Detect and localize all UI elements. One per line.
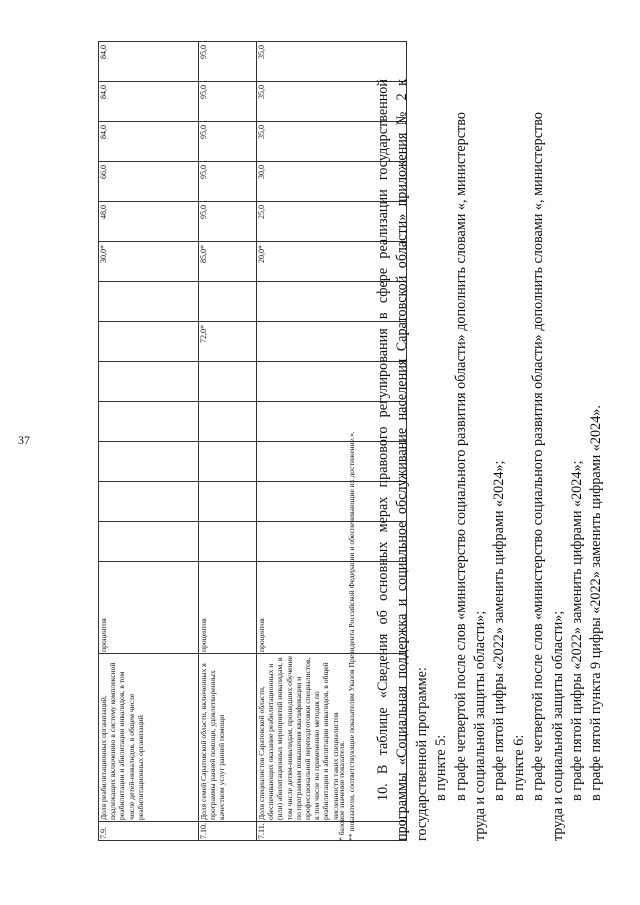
footnote-presidential-decrees: ** показатели, соответствующие показателям Указов Президента Российской Федерации и обеспечивающие их достижение.». (347, 431, 356, 841)
row-index-cell: 7.11. (257, 822, 407, 841)
unit-cell: процентов (257, 562, 407, 654)
amendment-line: в графе четвертой после слов «министерство социального развития области» дополнить словами «, министерство (452, 112, 469, 801)
value-cell (199, 402, 257, 442)
amendment-text (374, 79, 607, 841)
value-cell (99, 482, 199, 522)
value-cell: 35,0 (257, 42, 407, 82)
amendment-line: в пункте 5: (433, 734, 450, 801)
value-cell (99, 442, 199, 482)
value-cell: 30,0 (257, 162, 407, 202)
footnotes (337, 431, 357, 841)
value-cell (199, 522, 257, 562)
row-index-cell: 7.10. (199, 822, 257, 841)
value-cell: 95,0 (199, 202, 257, 242)
value-cell: 35,0 (257, 122, 407, 162)
value-cell (99, 322, 199, 362)
indicator-name-cell: Доля реабилитационных организаций, подлежащих включению в систему комплексной реабилитации и абилитации инвалидов, в том числе детей-инвалидов, в общем числе реабилитационных организаций (99, 654, 199, 822)
unit-cell: процентов (199, 562, 257, 654)
amendment-intro-paragraph: 10. В таблице «Сведения об основных мерах правового регулирования в сфере реализации государственной программы «Социальная поддержка и социальное обслуживание населения Саратовской области» приложения № 2 к государственной программе: (375, 79, 430, 841)
value-cell (99, 362, 199, 402)
value-cell: 95,0 (199, 82, 257, 122)
value-cell: 25,0 (257, 202, 407, 242)
value-cell: 72,0* (199, 322, 257, 362)
value-cell: 48,0 (99, 202, 199, 242)
page-number: 37 (18, 433, 30, 447)
value-cell: 85,0* (199, 242, 257, 282)
value-cell: 20,0* (257, 242, 407, 282)
table-row (99, 42, 199, 841)
amendment-line: труда и социальной защиты области»; (472, 610, 489, 841)
value-cell: 66,0 (99, 162, 199, 202)
value-cell (199, 362, 257, 402)
value-cell (199, 282, 257, 322)
amendment-line: в графе четвертой после слов «министерство социального развития области» дополнить словами «, министерство (530, 112, 547, 801)
value-cell: 95,0 (199, 42, 257, 82)
value-cell: 84,0 (99, 42, 199, 82)
indicator-name-cell: Доля специалистов Саратовской области, обеспечивающих оказание реабилитационных и (или) абилитационных мероприятий инвалидам, в том числе детям-инвалидам, прошедших обучение по программам повышения квалификации и профессиональной переподготовки специалистов, в том числе по применению методик по реабилитации и абилитации инвалидов, в общей численности таких специалистов (257, 654, 407, 822)
value-cell (99, 522, 199, 562)
value-cell: 30,0* (99, 242, 199, 282)
indicator-name-cell: Доля семей Саратовской области, включенных в программы ранней помощи, удовлетворенных качеством услуг ранней помощи (199, 654, 257, 822)
indicator-table (98, 41, 407, 841)
table-row (199, 42, 257, 841)
amendment-line: в графе пятой цифры «2022» заменить цифрами «2024»; (491, 460, 508, 801)
value-cell (99, 282, 199, 322)
value-cell: 35,0 (257, 82, 407, 122)
value-cell: 84,0 (99, 82, 199, 122)
amendment-line: в графе пятой пункта 9 цифры «2022» заменить цифрами «2024». (588, 405, 605, 801)
amendment-lines (432, 79, 607, 841)
value-cell (199, 482, 257, 522)
value-cell: 95,0 (199, 122, 257, 162)
value-cell (199, 442, 257, 482)
unit-cell: процентов (99, 562, 199, 654)
value-cell: 95,0 (199, 162, 257, 202)
value-cell (99, 402, 199, 442)
footnote-base-value: * базовое значение показателя. (337, 741, 346, 841)
amendment-line: в графе пятой цифры «2022» заменить цифрами «2024»; (569, 460, 586, 801)
amendment-line: труда и социальной защиты области»; (549, 610, 566, 841)
value-cell: 84,0 (99, 122, 199, 162)
row-index-cell: 7.9. (99, 822, 199, 841)
amendment-line: в пункте 6: (510, 734, 527, 801)
